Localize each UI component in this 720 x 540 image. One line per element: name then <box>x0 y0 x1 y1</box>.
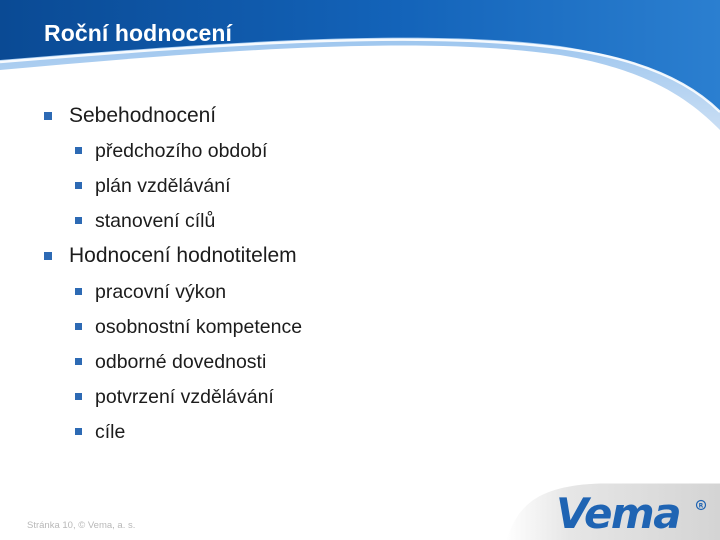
list-item <box>95 210 215 233</box>
list-item <box>69 244 297 268</box>
svg-text:R: R <box>698 502 704 510</box>
square-bullet-icon <box>75 217 82 224</box>
list-item-text: osobnostní kompetence <box>95 316 303 338</box>
footer-text: Stránka 10, © Vema, a. s. <box>27 520 136 531</box>
list-item <box>95 140 267 163</box>
list-item <box>95 421 125 444</box>
list-item-text: Hodnocení hodnotitelem <box>69 244 297 267</box>
list-item-text: předchozího období <box>95 140 268 162</box>
square-bullet-icon <box>75 428 82 435</box>
square-bullet-icon <box>75 393 82 400</box>
list-item <box>95 386 274 409</box>
list-item <box>69 104 216 128</box>
logo-text: Vema <box>556 489 681 538</box>
square-bullet-icon <box>44 252 52 260</box>
square-bullet-icon <box>75 182 82 189</box>
list-item <box>95 351 266 374</box>
list-item-text: potvrzení vzdělávání <box>95 386 274 408</box>
list-item-text: stanovení cílů <box>95 210 216 232</box>
square-bullet-icon <box>75 358 82 365</box>
square-bullet-icon <box>75 288 82 295</box>
list-item-text: pracovní výkon <box>95 281 227 303</box>
slide-title: Roční hodnocení <box>44 20 233 46</box>
list-item-text: Sebehodnocení <box>69 104 217 127</box>
square-bullet-icon <box>75 323 82 330</box>
list-item-text: odborné dovednosti <box>95 351 267 373</box>
list-item-text: cíle <box>95 421 126 443</box>
square-bullet-icon <box>44 112 52 120</box>
list-item <box>95 316 302 339</box>
list-item-text: plán vzdělávání <box>95 175 231 197</box>
square-bullet-icon <box>75 147 82 154</box>
list-item <box>95 281 226 304</box>
list-item <box>95 175 231 198</box>
